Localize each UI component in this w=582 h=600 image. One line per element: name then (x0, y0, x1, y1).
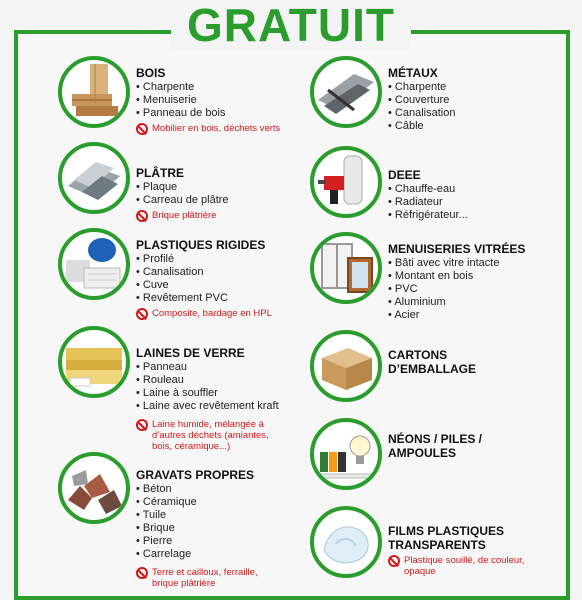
glass-wool-icon (58, 326, 130, 398)
metal-icon (310, 56, 382, 128)
prohibited-icon (388, 555, 400, 567)
list-item: • Panneau (136, 361, 336, 374)
list-item: • Béton (136, 483, 316, 496)
wood-icon (58, 56, 130, 128)
list-item: • Câble (388, 120, 568, 133)
list-item: • Profilé (136, 253, 326, 266)
category-heading: GRAVATS PROPRES (136, 468, 255, 482)
category-heading: CARTONS D’EMBALLAGE (388, 348, 476, 376)
category-heading: LAINES DE VERRE (136, 346, 245, 360)
exclusion-note: Mobilier en bois, déchets verts (136, 123, 316, 135)
list-item: • Cuve (136, 279, 326, 292)
list-item: • PVC (388, 283, 578, 296)
category-heading: PLASTIQUES RIGIDES (136, 238, 266, 252)
list-item: • Réfrigérateur... (388, 209, 568, 222)
list-item: • Chauffe-eau (388, 183, 568, 196)
list-item: • Charpente (388, 81, 568, 94)
list-item: • Bâti avec vitre intacte (388, 257, 578, 270)
rigid-plastic-icon (58, 228, 130, 300)
category-heading: PLÂTRE (136, 166, 184, 180)
list-item: • Plaque (136, 181, 316, 194)
prohibited-icon (136, 308, 148, 320)
category-heading: BOIS (136, 66, 166, 80)
prohibited-icon (136, 123, 148, 135)
list-item: • Aluminium (388, 296, 578, 309)
list-item: • Couverture (388, 94, 568, 107)
page-title: GRATUIT (171, 0, 411, 50)
exclusion-note: Terre et cailloux, ferraille, brique plâtrière (136, 567, 271, 589)
window-icon (310, 232, 382, 304)
rubble-icon (58, 452, 130, 524)
plaster-icon (58, 142, 130, 214)
list-item: • Menuiserie (136, 94, 316, 107)
list-item: • Acier (388, 309, 578, 322)
list-item: • Laine à souffler (136, 387, 336, 400)
exclusion-note: Brique plâtrière (136, 210, 316, 222)
list-item: • Rouleau (136, 374, 336, 387)
list-item: • Carreau de plâtre (136, 194, 316, 207)
list-item: • Carrelage (136, 548, 316, 561)
plastic-film-icon (310, 506, 382, 578)
title-bar (0, 0, 582, 52)
bulb-battery-icon (310, 418, 382, 490)
list-item: • Pierre (136, 535, 316, 548)
deee-icon (310, 146, 382, 218)
prohibited-icon (136, 419, 148, 431)
category-heading: DEEE (388, 168, 421, 182)
list-item: • Radiateur (388, 196, 568, 209)
category-heading: NÉONS / PILES / AMPOULES (388, 432, 483, 460)
list-item: • Tuile (136, 509, 316, 522)
list-item: • Panneau de bois (136, 107, 316, 120)
prohibited-icon (136, 567, 148, 579)
list-item: • Montant en bois (388, 270, 578, 283)
list-item: • Charpente (136, 81, 316, 94)
list-item: • Brique (136, 522, 316, 535)
list-item: • Canalisation (136, 266, 326, 279)
list-item: • Laine avec revêtement kraft (136, 400, 336, 413)
exclusion-note: Plastique souillé, de couleur, opaque (388, 555, 548, 577)
category-heading: FILMS PLASTIQUES TRANSPARENTS (388, 524, 505, 552)
category-heading: MÉTAUX (388, 66, 438, 80)
list-item: • Céramique (136, 496, 316, 509)
cardboard-icon (310, 330, 382, 402)
category-heading: MENUISERIES VITRÉES (388, 242, 526, 256)
list-item: • Revêtement PVC (136, 292, 326, 305)
exclusion-note: Composite, bardage en HPL (136, 308, 326, 320)
prohibited-icon (136, 210, 148, 222)
list-item: • Canalisation (388, 107, 568, 120)
exclusion-note: Laine humide, mélangée à d’autres déchets (amiantes, bois, céramique...) (136, 419, 281, 452)
